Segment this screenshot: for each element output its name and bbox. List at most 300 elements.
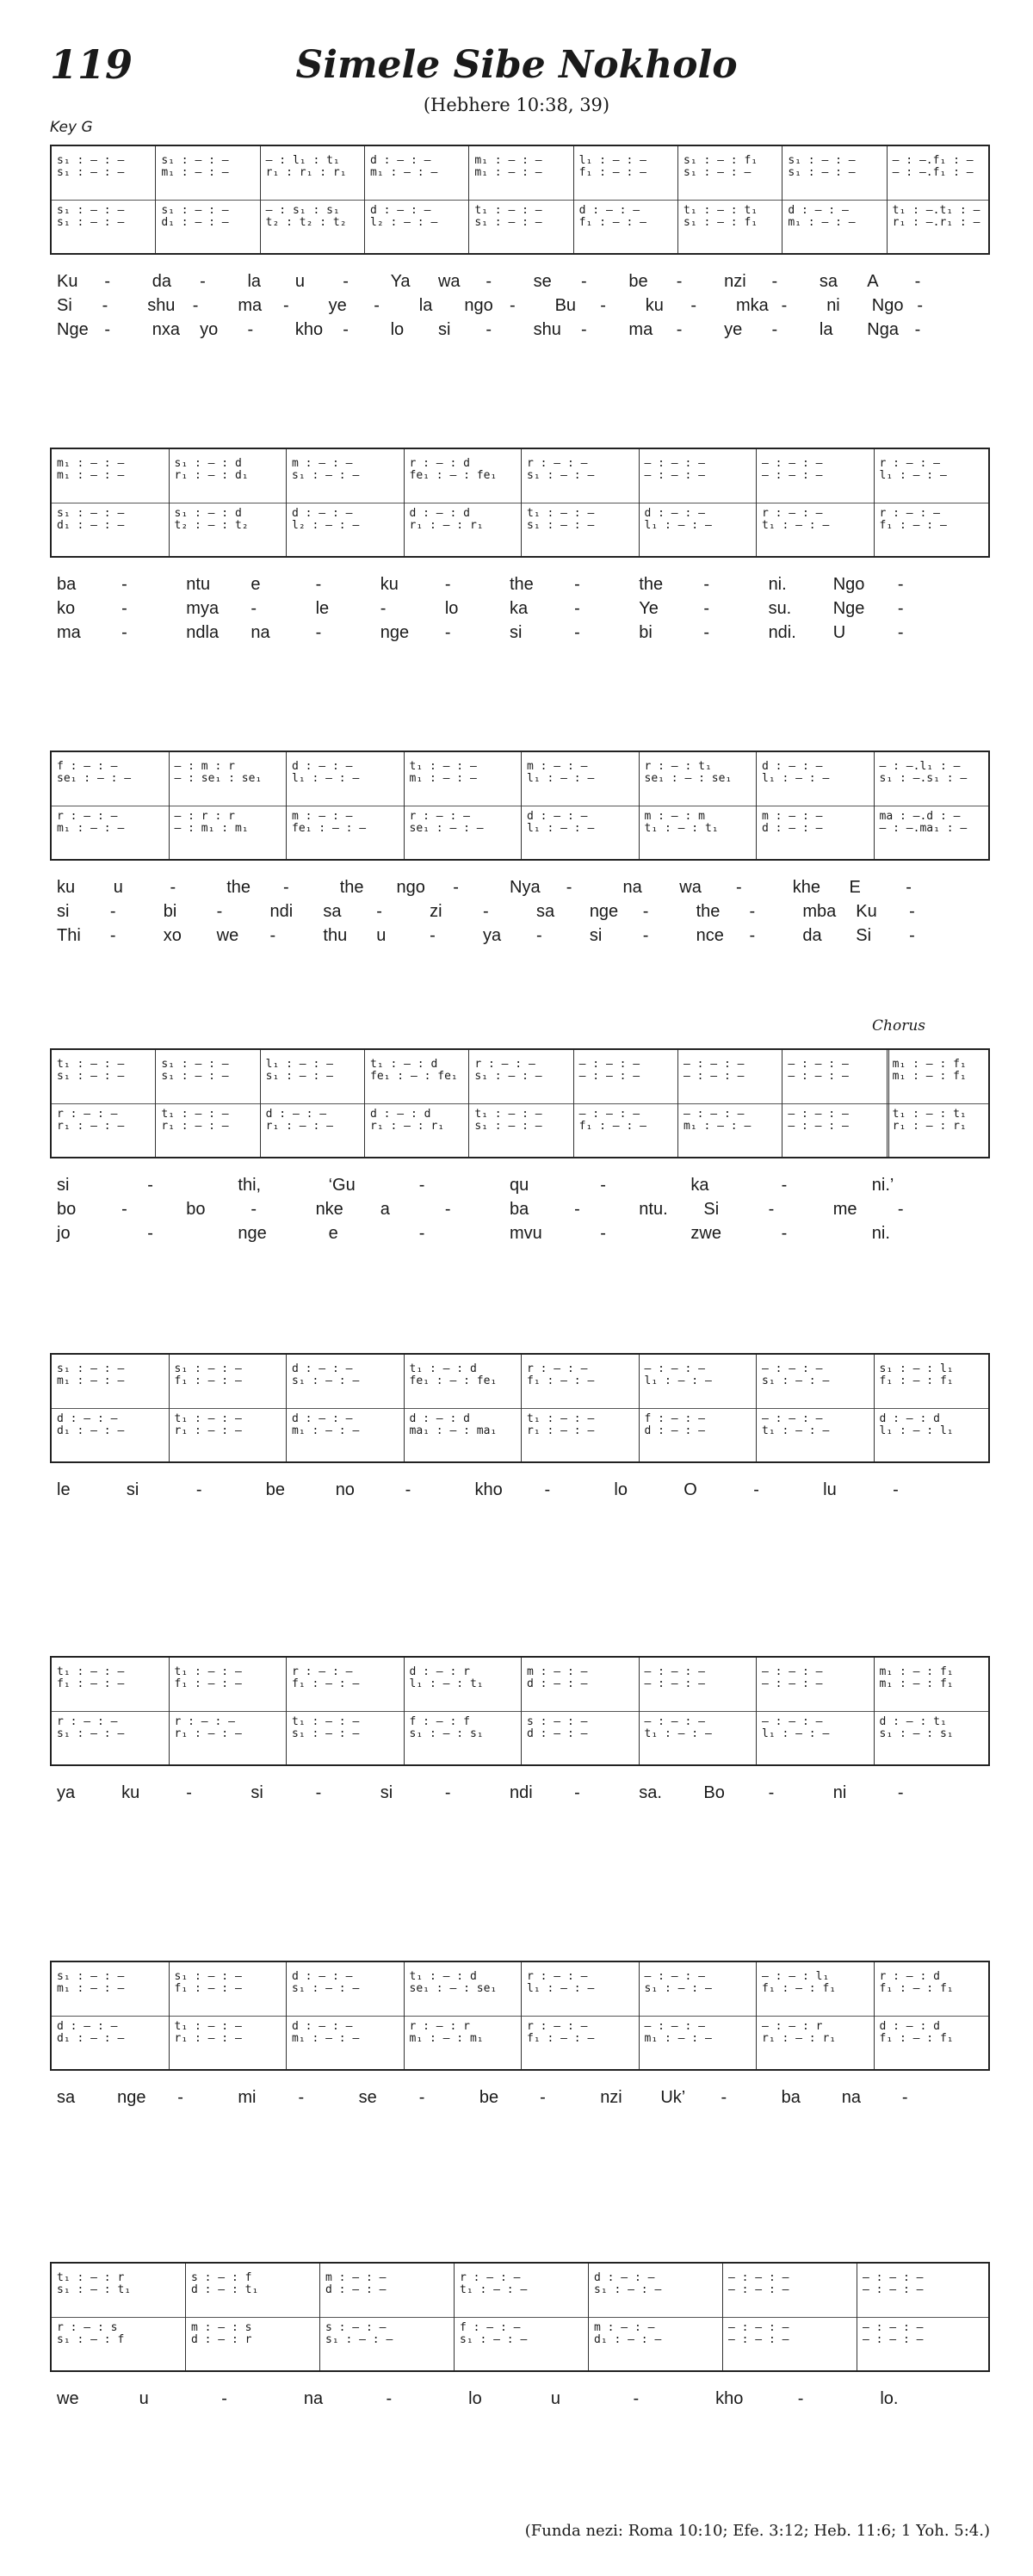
lyric-syllable: -	[444, 575, 451, 594]
solfa-cell: s₁ : – : –	[527, 519, 595, 532]
music-system	[50, 1353, 990, 1504]
solfa-cell: – : – : –	[644, 1362, 705, 1375]
lyric-line	[50, 1176, 990, 1200]
lyric-syllable: zi	[430, 902, 442, 921]
lyric-syllable: si	[126, 1480, 139, 1499]
solfa-cell: s₁ : – : –	[788, 166, 856, 179]
solfa-cell: d : – : –	[292, 1362, 353, 1375]
lyric-syllable: -	[574, 1783, 580, 1802]
lyric-syllable: Bo	[703, 1783, 725, 1802]
lyric-syllable: -	[121, 599, 127, 618]
staff-divider	[52, 200, 988, 201]
lyric-syllable: nge	[589, 902, 619, 921]
solfa-cell: t₁ : – : –	[57, 1058, 125, 1071]
bar-line	[521, 1962, 522, 2069]
solfa-cell: m₁ : – : –	[57, 1374, 125, 1387]
solfa-cell: l₁ : – : –	[578, 154, 646, 167]
solfa-cell: m : – : –	[292, 810, 353, 823]
lyric-syllable: -	[574, 1200, 580, 1219]
lyric-syllable: Nge	[57, 320, 89, 339]
lyric-syllable: ni	[832, 1783, 847, 1802]
lyric-syllable: a	[380, 1200, 390, 1219]
lyric-syllable: ku	[380, 575, 399, 594]
solfa-cell: m₁ : – : –	[292, 2032, 360, 2045]
solfa-cell: m₁ : – : –	[57, 822, 125, 835]
lyric-line	[50, 926, 990, 950]
staff-box	[50, 448, 990, 558]
lyric-syllable: u	[294, 272, 305, 291]
lyric-syllable: -	[418, 2088, 425, 2107]
lyric-syllable: ni.	[768, 575, 787, 594]
lyric-syllable: si	[57, 1176, 70, 1195]
solfa-cell: r : – : d	[879, 1970, 940, 1983]
hymn-number: 119	[50, 41, 133, 88]
lyric-syllable: -	[768, 1200, 775, 1219]
lyric-syllable: -	[343, 320, 349, 339]
lyric-line	[50, 1783, 990, 1807]
lyric-syllable: jo	[57, 1224, 71, 1243]
lyric-syllable: -	[797, 2389, 804, 2408]
lyric-syllable: A	[867, 272, 879, 291]
solfa-cell: l₁ : – : –	[265, 1058, 333, 1071]
solfa-cell: s₁ : – : –	[265, 1070, 333, 1083]
lyric-syllable: bo	[57, 1200, 77, 1219]
solfa-cell: s₁ : – : –	[292, 1374, 360, 1387]
solfa-cell: – : – : –	[644, 2020, 705, 2033]
solfa-cell: r : – : –	[527, 2020, 588, 2033]
solfa-cell: s₁ : –.s₁ : –	[879, 772, 968, 785]
staff-box	[50, 2262, 990, 2372]
solfa-cell: d : – : –	[527, 1727, 588, 1740]
lyric-syllable: -	[283, 878, 289, 897]
solfa-cell: d : – : t₁	[191, 2283, 259, 2296]
lyric-syllable: be	[479, 2088, 499, 2107]
lyric-syllable: -	[315, 623, 322, 642]
solfa-cell: t₁ : – : d	[409, 1362, 477, 1375]
lyric-syllable: Nge	[832, 599, 865, 618]
solfa-cell: – : –.l₁ : –	[879, 760, 961, 773]
chorus-label: Chorus	[872, 1017, 925, 1035]
solfa-cell: t₁ : – : –	[161, 1108, 229, 1121]
solfa-cell: r : – : t₁	[644, 760, 712, 773]
lyric-syllable: -	[540, 2088, 546, 2107]
solfa-cell: d : – : –	[57, 1412, 118, 1425]
lyric-syllable: ba	[510, 1200, 529, 1219]
lyric-syllable: -	[600, 1176, 606, 1195]
solfa-cell: – : – : –	[644, 1677, 705, 1690]
lyric-syllable: -	[736, 878, 742, 897]
solfa-cell: – : – : –	[788, 1120, 849, 1133]
lyric-syllable: ndi	[510, 1783, 533, 1802]
lyric-syllable: -	[690, 296, 697, 315]
solfa-cell: r₁ : – : –	[174, 1727, 242, 1740]
solfa-cell: m₁ : – : –	[409, 772, 477, 785]
lyric-syllable: sa	[57, 2088, 76, 2107]
lyric-syllable: ndi.	[768, 623, 796, 642]
solfa-cell: r : – : –	[879, 457, 940, 470]
lyric-syllable: the	[639, 575, 664, 594]
lyric-syllable: kho	[294, 320, 324, 339]
bar-line	[521, 1658, 522, 1764]
solfa-cell: – : – : r	[762, 2020, 823, 2033]
solfa-cell: r : – : –	[527, 457, 588, 470]
music-system	[50, 751, 990, 950]
solfa-cell: s₁ : – : –	[460, 2333, 528, 2346]
lyric-syllable: mvu	[510, 1224, 542, 1243]
lyric-syllable: ma	[238, 296, 263, 315]
solfa-cell: s₁ : – : –	[762, 1374, 830, 1387]
bar-line	[260, 146, 261, 253]
lyric-syllable: -	[195, 1480, 202, 1499]
lyric-syllable: nzi	[724, 272, 746, 291]
lyric-syllable: -	[102, 296, 108, 315]
solfa-cell: t₁ : – : –	[409, 760, 477, 773]
lyric-syllable: -	[380, 599, 387, 618]
lyric-syllable: -	[147, 1176, 153, 1195]
solfa-cell: – : – : –	[728, 2321, 789, 2334]
lyric-syllable: sa.	[639, 1783, 662, 1802]
lyric-syllable: -	[581, 272, 587, 291]
bar-line	[874, 1355, 875, 1461]
solfa-cell: m₁ : – : –	[370, 166, 438, 179]
bar-line	[404, 449, 405, 556]
solfa-cell: m₁ : – : f₁	[892, 1058, 967, 1071]
solfa-cell: m₁ : – : –	[292, 1424, 360, 1437]
solfa-cell: r₁ : – : r₁	[409, 519, 484, 532]
lyric-syllable: -	[909, 902, 915, 921]
solfa-cell: t₁ : – : –	[292, 1715, 360, 1728]
solfa-cell: t₁ : – : –	[527, 1412, 595, 1425]
lyric-syllable: -	[676, 272, 683, 291]
solfa-cell: f₁ : – : –	[879, 519, 947, 532]
solfa-cell: r₁ : – : –	[174, 1424, 242, 1437]
lyric-syllable: mka	[736, 296, 769, 315]
solfa-cell: – : – : –	[863, 2271, 924, 2284]
solfa-cell: d : – : –	[265, 1108, 327, 1121]
hymn-subtitle: (Hebhere 10:38, 39)	[423, 95, 610, 115]
solfa-cell: f₁ : – : f₁	[762, 1982, 837, 1995]
solfa-cell: fe₁ : – : –	[292, 822, 367, 835]
solfa-cell: r₁ : – : –	[527, 1424, 595, 1437]
solfa-cell: f₁ : – : –	[174, 1677, 242, 1690]
solfa-cell: – : – : –	[578, 1108, 640, 1121]
solfa-cell: d : – : –	[644, 507, 705, 520]
solfa-cell: f₁ : – : –	[527, 1374, 595, 1387]
solfa-cell: f : – : f	[409, 1715, 470, 1728]
solfa-cell: r₁ : – : –	[57, 1120, 125, 1133]
music-system	[50, 145, 990, 344]
solfa-cell: – : – : –	[684, 1070, 745, 1083]
solfa-cell: m₁ : – : m₁	[409, 2032, 484, 2045]
lyric-syllable: -	[574, 575, 580, 594]
solfa-cell: m : – : –	[527, 1665, 588, 1678]
staff-box	[50, 1656, 990, 1766]
lyric-syllable: si	[380, 1783, 393, 1802]
bar-line	[874, 1658, 875, 1764]
solfa-cell: s₁ : – : –	[325, 2333, 393, 2346]
lyric-syllable: -	[642, 902, 649, 921]
solfa-cell: d₁ : – : –	[161, 216, 229, 229]
lyric-syllable: -	[283, 296, 289, 315]
solfa-cell: m : – : –	[292, 457, 353, 470]
solfa-cell: – : – : –	[644, 457, 705, 470]
lyric-syllable: u	[550, 2389, 560, 2408]
staff-box	[50, 751, 990, 861]
solfa-cell: – : – : l₁	[762, 1970, 830, 1983]
lyric-syllable: -	[483, 902, 489, 921]
lyric-syllable: -	[104, 320, 111, 339]
lyric-syllable: -	[104, 272, 111, 291]
solfa-cell: r₁ : – : –	[161, 1120, 229, 1133]
solfa-cell: m : – : m	[644, 810, 705, 823]
solfa-cell: – : – : –	[644, 1715, 705, 1728]
lyric-syllable: shu	[147, 296, 176, 315]
lyric-syllable: sa	[535, 902, 555, 921]
lyric-syllable: la	[247, 272, 262, 291]
lyric-syllable: shu	[533, 320, 561, 339]
lyric-syllable: lo.	[880, 2389, 899, 2408]
lyric-syllable: bo	[186, 1200, 206, 1219]
solfa-cell: – : – : –	[644, 1970, 705, 1983]
bar-line	[404, 1355, 405, 1461]
solfa-cell: f₁ : – : f₁	[879, 2032, 954, 2045]
lyric-syllable: Ku	[57, 272, 78, 291]
solfa-cell: fe₁ : – : fe₁	[409, 1374, 498, 1387]
lyric-syllable: sa	[323, 902, 342, 921]
lyric-syllable: zwe	[690, 1224, 721, 1243]
solfa-cell: – : – : –	[644, 1665, 705, 1678]
solfa-cell: ma₁ : – : ma₁	[409, 1424, 498, 1437]
solfa-cell: t₁ : – : –	[174, 1665, 242, 1678]
solfa-cell: fe₁ : – : fe₁	[370, 1070, 458, 1083]
lyric-syllable: be	[265, 1480, 286, 1499]
solfa-cell: d : – : –	[292, 1412, 353, 1425]
solfa-cell: s₁ : – : –	[57, 1362, 125, 1375]
lyric-syllable: u	[113, 878, 123, 897]
solfa-cell: t₁ : – : –	[174, 1412, 242, 1425]
lyric-syllable: le	[57, 1480, 71, 1499]
solfa-cell: d : – : r	[191, 2333, 252, 2346]
solfa-cell: d : – : –	[762, 822, 823, 835]
solfa-cell: f₁ : – : –	[578, 166, 646, 179]
solfa-cell: r : – : –	[174, 1715, 235, 1728]
lyric-syllable: ntu.	[639, 1200, 668, 1219]
solfa-cell: d : – : –	[762, 760, 823, 773]
solfa-cell: l₁ : – : –	[644, 1374, 712, 1387]
lyric-syllable: -	[315, 575, 322, 594]
bar-line	[155, 1050, 156, 1157]
solfa-cell: s₁ : – : d	[174, 457, 242, 470]
lyric-syllable: e	[251, 575, 261, 594]
lyric-line	[50, 272, 990, 296]
lyric-syllable: xo	[163, 926, 182, 945]
lyric-syllable: -	[251, 599, 257, 618]
lyric-syllable: -	[771, 320, 778, 339]
solfa-cell: l₁ : – : –	[762, 1727, 830, 1740]
solfa-cell: d : – : –	[527, 810, 588, 823]
bar-line	[260, 1050, 261, 1157]
music-system	[50, 2262, 990, 2413]
lyric-syllable: ba	[781, 2088, 801, 2107]
solfa-cell: d : – : d	[370, 1108, 431, 1121]
lyric-line	[50, 575, 990, 599]
lyric-syllable: da	[802, 926, 822, 945]
solfa-cell: s₁ : – : f	[57, 2333, 125, 2346]
solfa-cell: s : – : –	[527, 1715, 588, 1728]
bar-line	[588, 2264, 589, 2370]
solfa-cell: t₁ : – : –	[460, 2283, 528, 2296]
lyric-syllable: qu	[510, 1176, 529, 1195]
lyric-syllable: thu	[323, 926, 348, 945]
bar-line	[468, 146, 469, 253]
lyric-syllable: -	[386, 2389, 393, 2408]
lyric-syllable: ni.’	[871, 1176, 894, 1195]
lyric-syllable: -	[453, 878, 459, 897]
solfa-cell: se₁ : – : se₁	[644, 772, 733, 785]
lyric-syllable: -	[486, 272, 492, 291]
lyric-syllable: -	[897, 575, 904, 594]
lyric-syllable: no	[335, 1480, 355, 1499]
lyric-syllable: -	[444, 623, 451, 642]
lyric-syllable: su.	[768, 599, 792, 618]
solfa-cell: d : – : –	[370, 154, 431, 167]
music-system	[50, 1048, 990, 1248]
solfa-cell: – : – : –	[788, 1108, 849, 1121]
bar-line	[169, 1658, 170, 1764]
bar-line	[874, 752, 875, 859]
solfa-cell: s₁ : – : l₁	[879, 1362, 954, 1375]
lyric-syllable: kho	[474, 1480, 503, 1499]
solfa-cell: – : l₁ : t₁	[265, 154, 340, 167]
solfa-cell: s₁ : – : –	[292, 1727, 360, 1740]
solfa-cell: se₁ : – : –	[409, 822, 484, 835]
bar-line	[364, 1050, 365, 1157]
lyric-syllable: -	[177, 2088, 183, 2107]
lyric-syllable: me	[832, 1200, 857, 1219]
solfa-cell: – : – : –	[578, 1070, 640, 1083]
solfa-cell: l₁ : – : –	[527, 822, 595, 835]
lyric-line	[50, 623, 990, 647]
lyric-syllable: we	[57, 2389, 79, 2408]
solfa-cell: r₁ : – : d₁	[174, 469, 249, 482]
bar-line	[454, 2264, 455, 2370]
lyric-syllable: -	[581, 320, 587, 339]
lyric-syllable: si	[510, 623, 523, 642]
lyric-syllable: U	[832, 623, 846, 642]
lyric-syllable: -	[192, 296, 199, 315]
lyric-syllable: -	[897, 623, 904, 642]
bar-line	[404, 752, 405, 859]
lyric-syllable: -	[147, 1224, 153, 1243]
lyric-syllable: ma	[628, 320, 653, 339]
solfa-cell: l₁ : – : l₁	[879, 1424, 954, 1437]
solfa-cell: – : –.ma₁ : –	[879, 822, 968, 835]
lyric-syllable: -	[897, 1200, 904, 1219]
lyric-syllable: -	[535, 926, 542, 945]
bar-line	[639, 1658, 640, 1764]
lyric-syllable: lo	[614, 1480, 628, 1499]
lyric-syllable: si	[57, 902, 70, 921]
lyric-syllable: Bu	[554, 296, 577, 315]
bar-line	[521, 1355, 522, 1461]
solfa-cell: f₁ : – : –	[578, 216, 646, 229]
solfa-cell: s₁ : – : –	[527, 469, 595, 482]
lyric-syllable: -	[298, 2088, 305, 2107]
lyric-syllable: -	[121, 1200, 127, 1219]
lyric-syllable: lo	[444, 599, 459, 618]
lyric-syllable: sa	[819, 272, 838, 291]
lyric-syllable: mi	[238, 2088, 257, 2107]
staff-divider	[52, 2016, 988, 2017]
bar-line	[319, 2264, 320, 2370]
bar-line	[874, 449, 875, 556]
lyric-line	[50, 320, 990, 344]
lyric-syllable: ku	[645, 296, 664, 315]
bar-line	[677, 146, 678, 253]
solfa-cell: s₁ : – : –	[57, 507, 125, 520]
solfa-cell: m : – : –	[325, 2271, 387, 2284]
bar-line	[169, 752, 170, 859]
solfa-cell: t₁ : – : –	[762, 519, 830, 532]
hymn-title: Simele Sibe Nokholo	[295, 43, 738, 87]
staff-divider	[52, 2317, 988, 2318]
solfa-cell: – : – : –	[863, 2321, 924, 2334]
solfa-cell: t₁ : – : t₁	[892, 1108, 967, 1121]
lyric-syllable: ni	[826, 296, 840, 315]
lyric-syllable: -	[418, 1176, 425, 1195]
bar-line	[404, 1658, 405, 1764]
lyric-syllable: -	[566, 878, 572, 897]
solfa-cell: m₁ : – : f₁	[892, 1070, 967, 1083]
bar-line	[756, 1355, 757, 1461]
lyric-syllable: -	[909, 926, 915, 945]
solfa-cell: s₁ : – : –	[788, 154, 856, 167]
solfa-cell: s₁ : – : s₁	[409, 1727, 484, 1740]
lyric-syllable: da	[152, 272, 171, 291]
solfa-cell: s₁ : – : –	[174, 1970, 242, 1983]
lyric-syllable: bi	[639, 623, 653, 642]
solfa-cell: d : – : –	[644, 1424, 705, 1437]
solfa-cell: s₁ : – : –	[57, 204, 125, 217]
solfa-cell: – : – : –	[762, 1412, 823, 1425]
bar-line	[677, 1050, 678, 1157]
bar-line	[756, 1962, 757, 2069]
solfa-cell: t₁ : – : –	[174, 2020, 242, 2033]
solfa-cell: r₁ : r₁ : r₁	[265, 166, 347, 179]
solfa-cell: r₁ : – : r₁	[370, 1120, 445, 1133]
solfa-cell: – : m₁ : m₁	[174, 822, 249, 835]
solfa-cell: m₁ : – : –	[57, 457, 125, 470]
bar-line	[169, 449, 170, 556]
solfa-cell: l₁ : – : –	[527, 1982, 595, 1995]
solfa-cell: r : – : d	[409, 457, 470, 470]
solfa-cell: r : – : –	[474, 1058, 535, 1071]
solfa-cell: r : – : –	[460, 2271, 521, 2284]
lyric-syllable: nge	[380, 623, 410, 642]
solfa-cell: t₁ : – : d	[409, 1970, 477, 1983]
lyric-syllable: -	[510, 296, 516, 315]
solfa-cell: m : – : s	[191, 2321, 252, 2334]
solfa-cell: s₁ : – : –	[684, 166, 752, 179]
solfa-cell: f₁ : – : –	[578, 1120, 646, 1133]
staff-box	[50, 145, 990, 255]
solfa-cell: – : – : –	[644, 469, 705, 482]
lyric-syllable: la	[819, 320, 833, 339]
solfa-cell: r : – : –	[527, 1362, 588, 1375]
lyric-syllable: -	[216, 902, 223, 921]
solfa-cell: d : – : d	[879, 1412, 940, 1425]
lyric-syllable: mya	[186, 599, 220, 618]
